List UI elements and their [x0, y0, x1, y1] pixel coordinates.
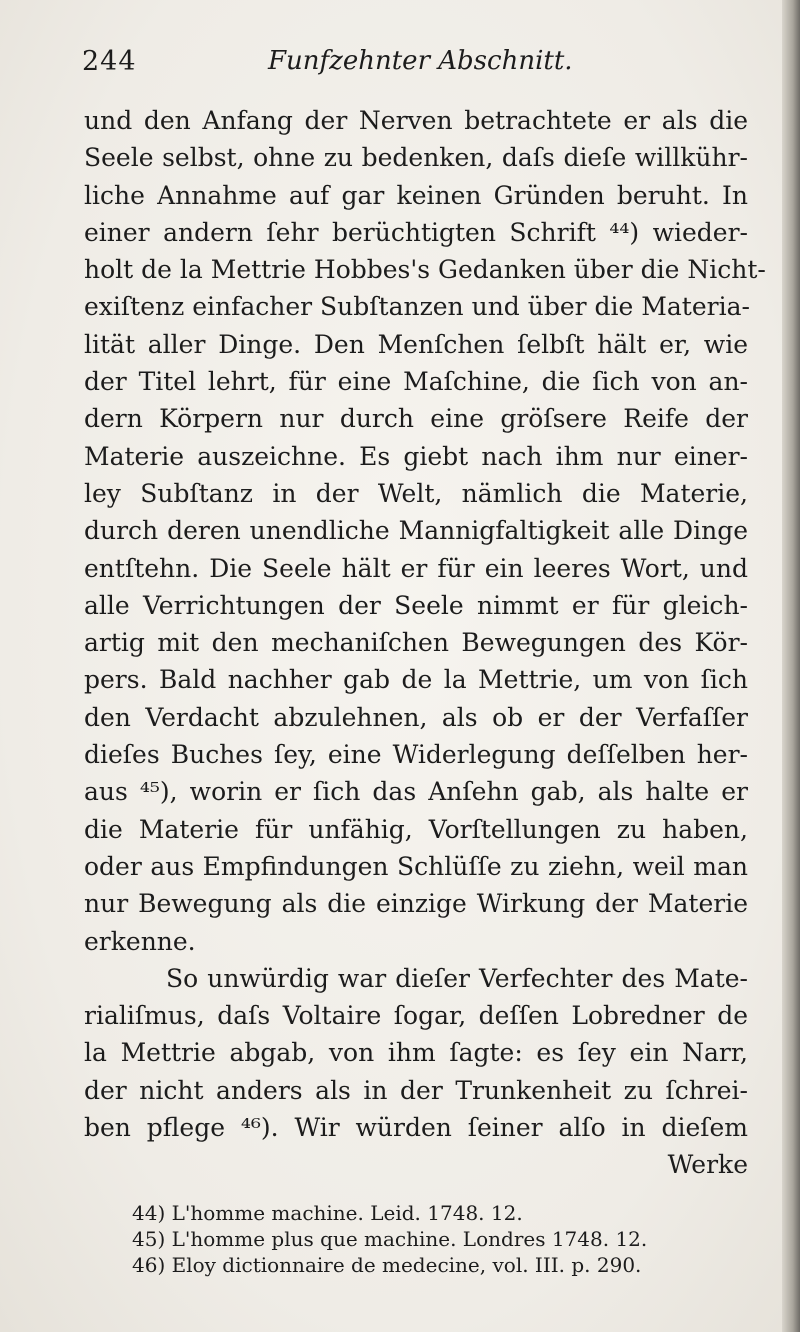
text-line: nur Bewegung als die einzige Wirkung der Materie	[84, 889, 748, 919]
text-line: alle Verrichtungen der Seele nimmt er für gleich-	[84, 590, 748, 620]
text-line: oder aus Empfindungen Schlüſſe zu ziehn, weil man	[84, 851, 748, 881]
page-header	[82, 46, 742, 90]
text-line: dieſes Buches ſey, eine Widerlegung deſſelben her-	[84, 740, 748, 770]
text-line: Materie auszeichne. Es giebt nach ihm nur einer-	[84, 441, 748, 471]
catchword: Werke	[667, 1150, 748, 1180]
text-line: Seele selbst, ohne zu bedenken, daſs dieſe willkühr-	[84, 143, 748, 173]
text-line: und den Anfang der Nerven betrachtete er als die	[84, 106, 748, 135]
text-line: liche Annahme auf gar keinen Gründen beruht. In	[84, 180, 748, 210]
text-line: ley Subſtanz in der Welt, nämlich die Materie,	[84, 478, 748, 508]
text-line: dern Körpern nur durch eine gröſsere Reife der	[84, 404, 748, 434]
footnote: 44) L'homme machine. Leid. 1748. 12.	[132, 1201, 523, 1225]
page-number: 244	[82, 46, 137, 77]
text-line: durch deren unendliche Mannigfaltigkeit alle Dinge	[84, 516, 748, 546]
text-line: der Titel lehrt, für eine Maſchine, die ſich von an-	[84, 367, 748, 397]
running-head: Funfzehnter Abschnitt.	[268, 46, 573, 76]
text-line: den Verdacht abzulehnen, als ob er der Verfaſſer	[84, 702, 748, 732]
text-line: die Materie für unfähig, Vorſtellungen zu haben,	[84, 814, 748, 844]
text-line: ben pflege ⁴⁶). Wir würden ſeiner alſo in dieſem	[84, 1113, 748, 1143]
footnotes	[132, 1200, 732, 1278]
text-line: la Mettrie abgab, von ihm ſagte: es ſey ein Narr,	[84, 1038, 748, 1068]
text-line: erkenne.	[84, 926, 196, 956]
text-line: lität aller Dinge. Den Menſchen ſelbſt hält er, wie	[84, 329, 748, 359]
text-line: der nicht anders als in der Trunkenheit zu ſchrei-	[84, 1075, 748, 1105]
text-line: exiſtenz einfacher Subſtanzen und über die Materia-	[84, 292, 750, 322]
text-line: holt de la Mettrie Hobbes's Gedanken über die Nicht-	[84, 255, 766, 285]
body-text	[84, 102, 766, 1184]
text-line: entſtehn. Die Seele hält er für ein leeres Wort, und	[84, 553, 748, 583]
text-line: aus ⁴⁵), worin er ſich das Anſehn gab, als halte er	[84, 777, 748, 807]
text-line: rialiſmus, daſs Voltaire ſogar, deſſen Lobredner de	[84, 1001, 748, 1031]
text-line: pers. Bald nachher gab de la Mettrie, um von ſich	[84, 665, 748, 695]
text-line-paragraph-start: So unwürdig war dieſer Verfechter des Mate-	[166, 963, 748, 993]
text-line: einer andern ſehr berüchtigten Schrift ⁴⁴) wieder-	[84, 217, 748, 247]
text-line: artig mit den mechaniſchen Bewegungen des Kör-	[84, 628, 748, 658]
footnote: 45) L'homme plus que machine. Londres 1748. 12.	[132, 1227, 648, 1251]
footnote: 46) Eloy dictionnaire de medecine, vol. III. p. 290.	[132, 1253, 642, 1277]
page-edge-shadow	[782, 0, 800, 1332]
